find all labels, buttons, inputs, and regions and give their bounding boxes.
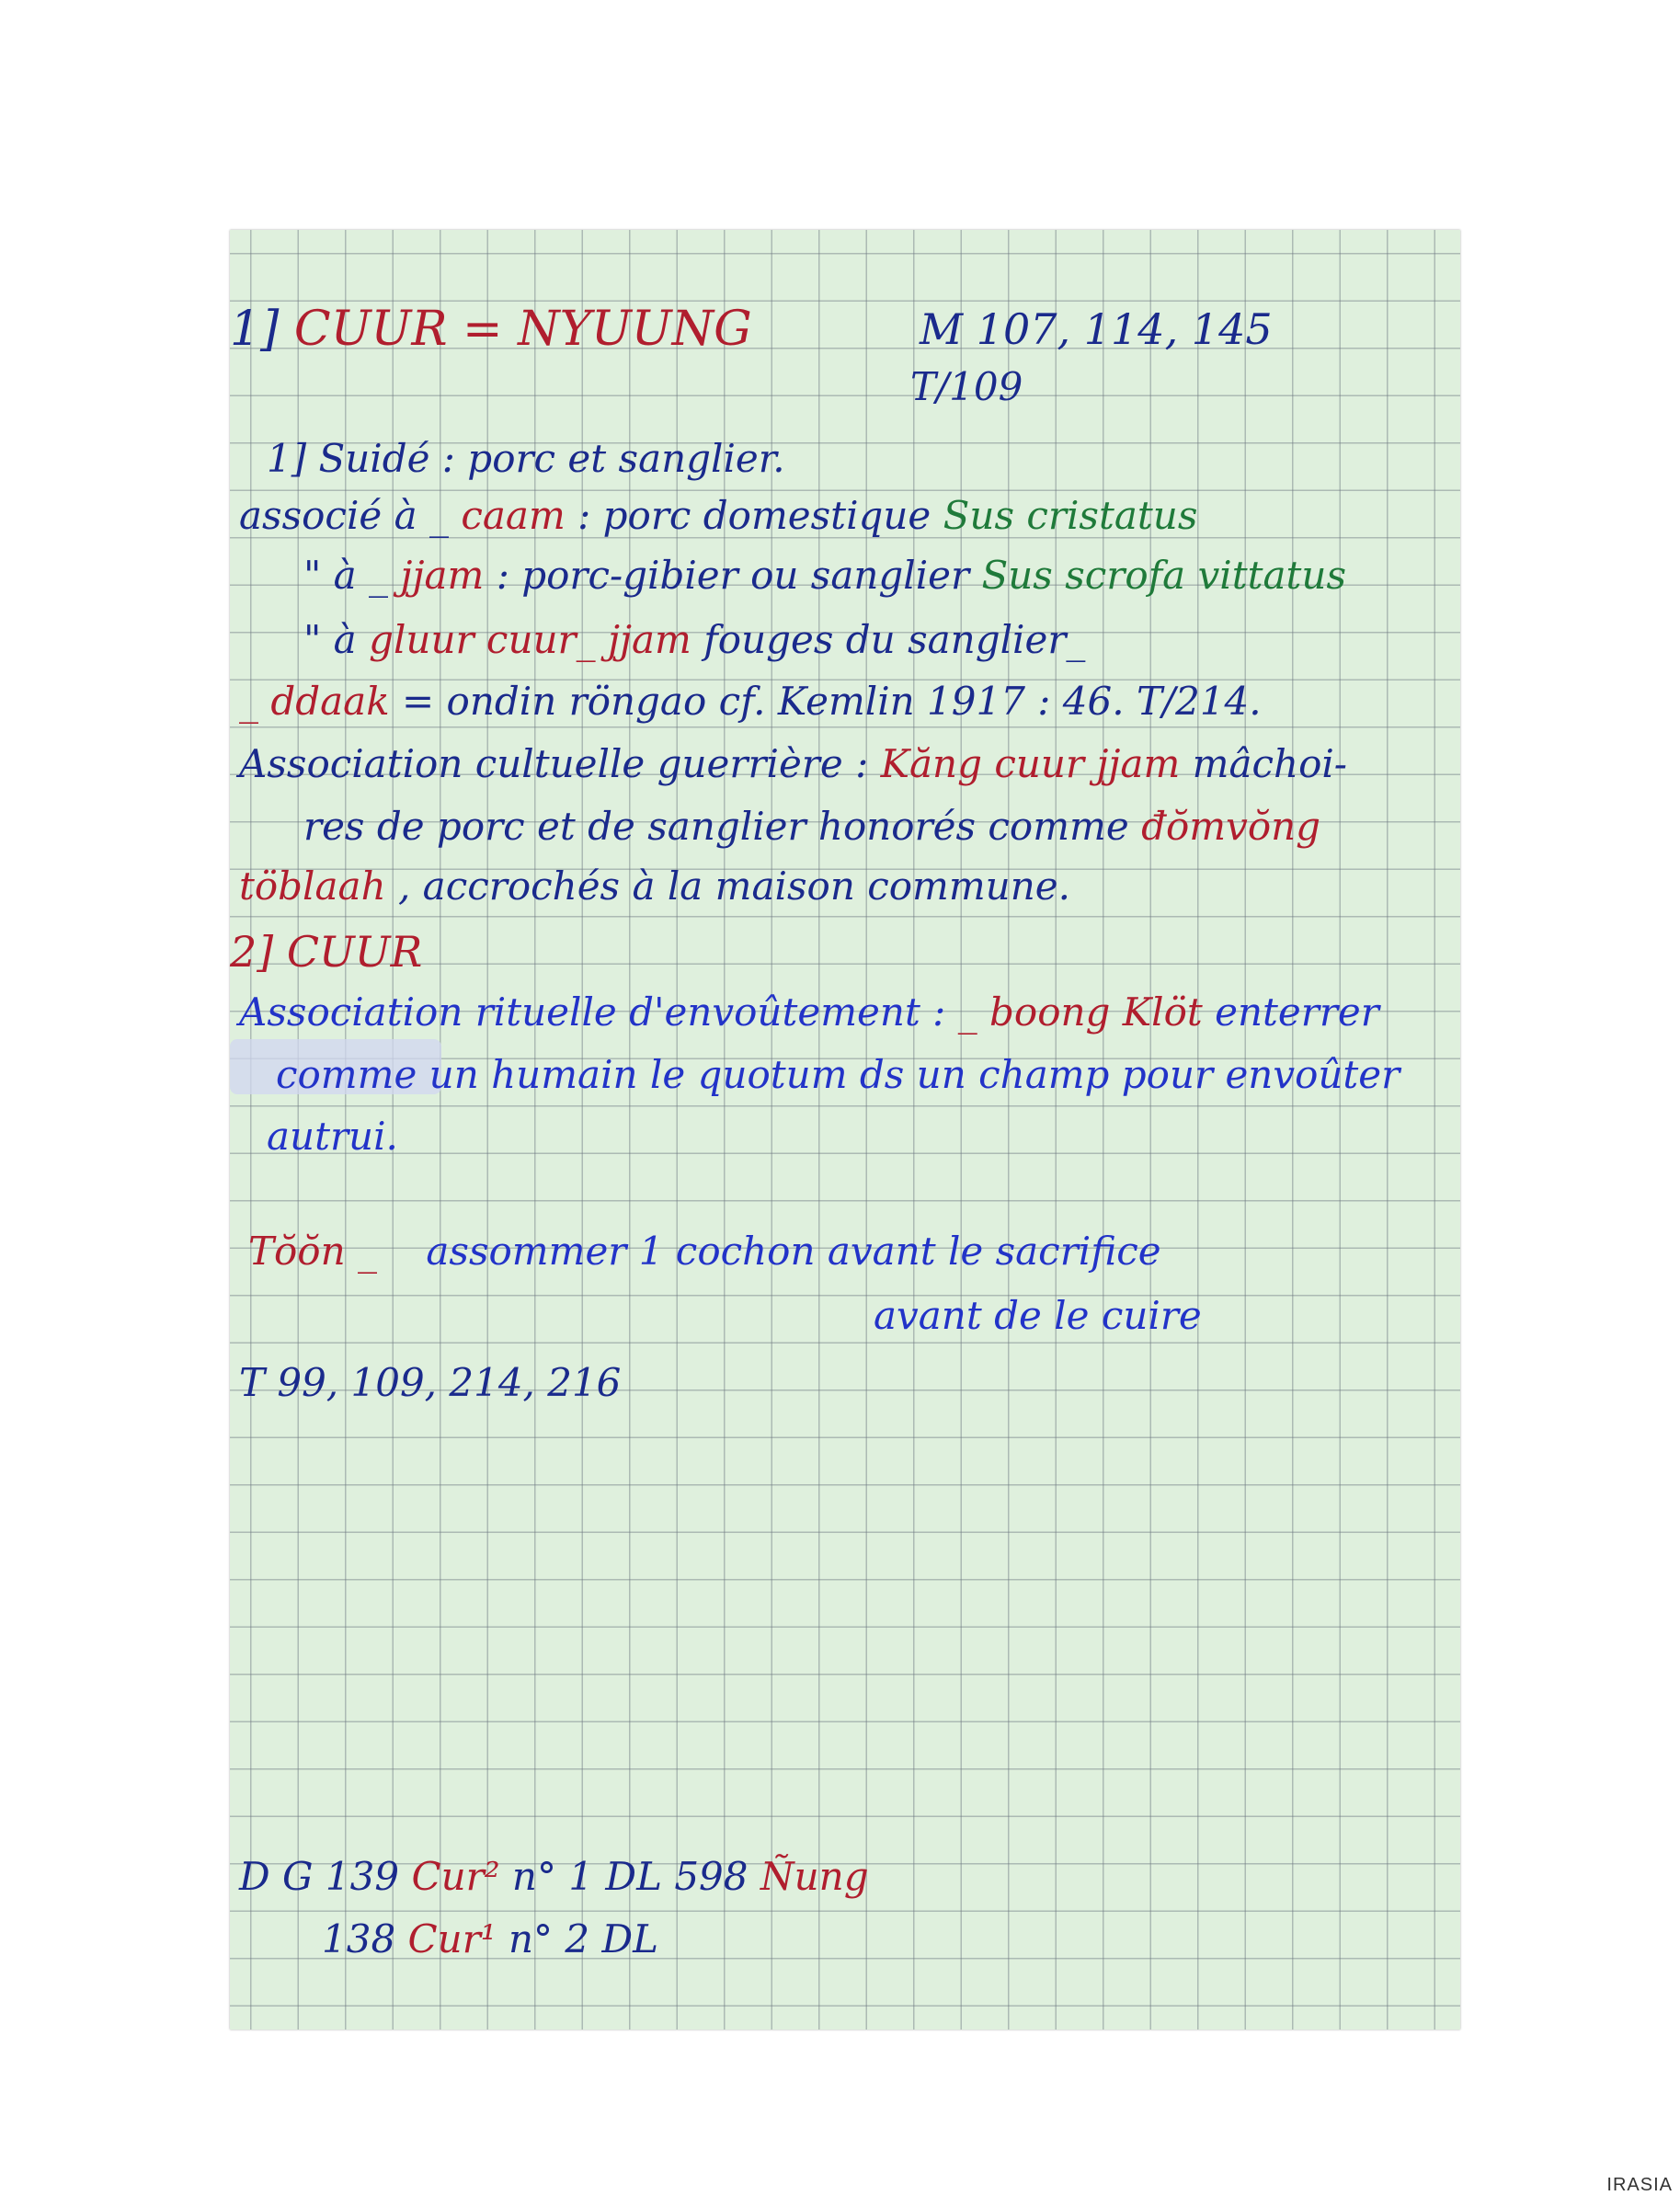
footer-row2-red: Cur¹ [407,1916,497,1961]
footer-row1-word: Ñung [760,1854,869,1899]
caam-latin: Sus cristatus [943,493,1198,538]
assoc1-term: Kăng cuur jjam [880,741,1181,786]
heading-number: 1] [230,302,280,357]
gluur-gloss: fouges du sanglier_ [703,617,1086,662]
assoc1-rest: mâchoi- [1192,741,1347,786]
gluur-prefix: " à [303,617,357,662]
line-toon-b: avant de le cuire [874,1293,1202,1338]
line-assoc2c: autrui. [267,1114,398,1159]
card-heading [230,302,752,357]
ddaak-rest: = ondin röngao cf. Kemlin 1917 : 46. T/214. [402,679,1262,724]
assoc2-term: _ boong Klöt [957,989,1203,1035]
line-assoc1c [239,863,1070,909]
footer-row1-num: n° 1 DL [511,1854,662,1899]
heading-refs-t: T/109 [910,364,1023,409]
heading-refs-m: M 107, 114, 145 [920,304,1273,354]
watermark: IRASIA [1606,2175,1673,2195]
jjam-gloss: : porc-gibier ou sanglier [496,553,970,598]
heading-equals: = [463,302,503,357]
assoc1c-term: töblaah [239,863,386,909]
footer-row1-page: 598 [674,1854,749,1899]
line-gluur [303,617,1086,662]
assoc1b-term: đŏmvŏng [1141,804,1321,849]
footer-row1-code: D G 139 [239,1854,400,1899]
ddaak-term: _ ddaak [239,679,390,724]
line-assoc1 [239,741,1347,786]
toon-gloss: assommer 1 cochon avant le sacrifice [426,1229,1161,1274]
line-toon [248,1229,1161,1274]
caam-term: caam [461,493,566,538]
line-assoc2 [239,989,1379,1035]
heading-title-blue: NYUUNG [518,302,752,357]
line-ddaak [239,679,1262,724]
toon-term: Tŏŏn _ [248,1229,377,1274]
line-caam [239,493,1198,538]
line-assoc2b: comme un humain le quotum ds un champ pour envoûter [276,1052,1400,1097]
caam-gloss: : porc domestique [577,493,931,538]
line-suide: 1] Suidé : porc et sanglier. [267,436,785,481]
section2-heading: 2] CUUR [230,927,423,977]
line-jjam [303,553,1347,598]
assoc1-prefix: Association cultuelle guerrière : [239,741,869,786]
gluur-term: gluur cuur_ jjam [369,617,691,662]
footer-row2-num: n° 2 DL [509,1916,659,1961]
assoc1c-rest: , accrochés à la maison commune. [397,863,1070,909]
line-trefs: T 99, 109, 214, 216 [239,1360,622,1405]
assoc1b-text: res de porc et de sanglier honorés comme [303,804,1129,849]
footer-row2-code: 138 [322,1916,396,1961]
jjam-term: jjam [400,553,485,598]
caam-prefix: associé à _ [239,493,449,538]
line-assoc1b [303,804,1321,849]
assoc2-rest: enterrer [1215,989,1379,1035]
footer-row1-red: Cur² [411,1854,500,1899]
jjam-latin: Sus scrofa vittatus [981,553,1347,598]
footer-row1 [239,1854,869,1899]
assoc2-prefix: Association rituelle d'envoûtement : [239,989,946,1035]
jjam-prefix: " à _ [303,553,389,598]
index-card [230,230,1460,2030]
heading-title-red: CUUR [293,302,448,357]
footer-row2 [322,1916,659,1961]
